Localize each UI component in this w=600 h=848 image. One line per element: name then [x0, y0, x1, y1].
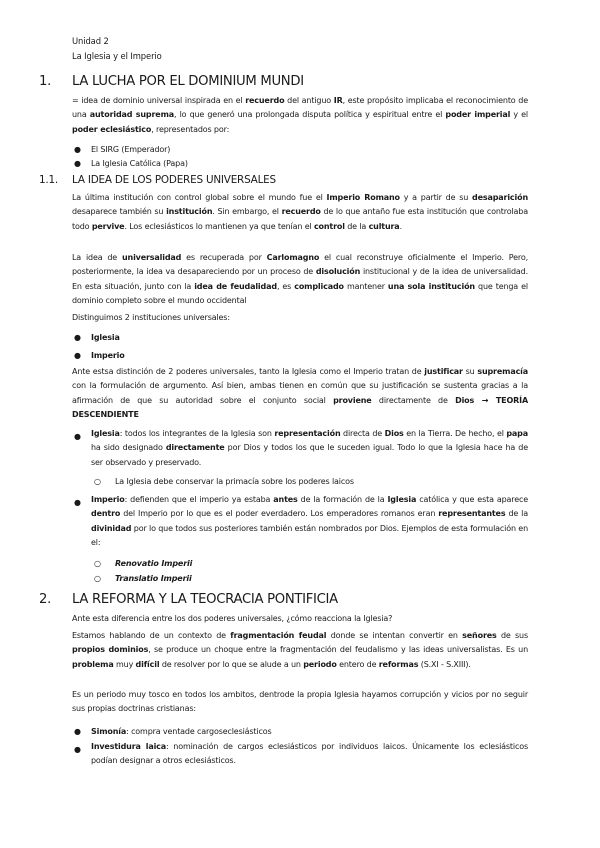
text-run: de resolver por lo que se alude a un: [159, 659, 304, 669]
text-run: fragmentación feudal: [230, 631, 327, 640]
bullet-icon: ●: [74, 432, 81, 441]
text-run: Carlomagno: [266, 253, 320, 262]
text-run: directamente de: [371, 395, 456, 405]
text-run: recuerdo: [245, 96, 285, 105]
paragraph: [72, 251, 528, 308]
text-run: divinidad: [91, 523, 132, 533]
text-run: representantes: [438, 509, 506, 519]
text-run: su: [462, 367, 478, 376]
text-run: idea de feudalidad: [194, 281, 277, 291]
section-number: 1.: [39, 74, 51, 89]
list-item: La Iglesia debe conservar la primacía sobre los poderes laicos: [115, 477, 354, 486]
text-run: IR: [333, 96, 343, 105]
text-run: institucional y de la idea de universalidad. En esta situación, junto con la: [72, 267, 528, 291]
paragraph: [72, 191, 528, 234]
text-run: desaparición: [472, 193, 529, 202]
text-run: es recuperada por: [181, 253, 267, 262]
text-run: disolución: [315, 267, 361, 277]
paragraph: [72, 365, 528, 422]
text-run: donde se intentan convertir en: [326, 631, 463, 640]
text-run: Investidura laica: [91, 742, 167, 751]
section-number: 1.1.: [39, 174, 59, 186]
section-1-heading: [39, 74, 304, 89]
text-run: de la formación de la: [297, 495, 388, 504]
bullet-icon: ●: [74, 145, 81, 154]
text-run: que tenga el dominio completo sobre el mundo occidental: [72, 281, 528, 305]
text-run: católica y que esta aparece: [416, 495, 529, 504]
text-run: universalidad: [121, 253, 182, 262]
text-run: de sus: [496, 631, 528, 640]
text-run: cultura: [368, 221, 400, 231]
sub-bullet-icon: ○: [94, 574, 101, 583]
paragraph: [72, 629, 528, 672]
paragraph: [91, 427, 528, 470]
text-run: recuerdo: [281, 207, 321, 217]
text-run: ha sido designado: [91, 443, 166, 453]
text-run: dentro: [91, 509, 121, 519]
list-item: Iglesia: [91, 333, 120, 342]
text-run: : todos los integrantes de la Iglesia son: [119, 429, 275, 438]
bullet-icon: ●: [74, 727, 81, 736]
text-run: difícil: [135, 659, 160, 669]
text-run: , se produce un choque entre la fragmentación del feudalismo y las ideas universalistas. Es un: [148, 645, 528, 655]
list-item: Imperio: [91, 351, 125, 360]
unit-subtitle: La Iglesia y el Imperio: [72, 51, 162, 61]
text-run: por Dios y todos los que le suceden igual. Todo lo que la Iglesia hace ha de ser observado y preservado.: [91, 443, 528, 467]
unit-label: Unidad 2: [72, 36, 109, 46]
text-run: de lo que antaño fue esta institución que controlaba todo: [72, 207, 528, 231]
text-run: Iglesia: [387, 495, 417, 504]
text-run: control: [313, 221, 345, 231]
text-run: representación: [274, 429, 341, 438]
text-run: reformas: [378, 659, 419, 669]
list-item: [91, 726, 272, 738]
text-run: propios dominios: [72, 645, 149, 655]
section-title: LA LUCHA POR EL DOMINIUM MUNDI: [72, 74, 304, 89]
list-item: Renovatio Imperii: [115, 559, 193, 568]
section-title: LA REFORMA Y LA TEOCRACIA PONTIFICIA: [72, 592, 338, 607]
text-run: del Imperio por lo que es el poder everdadero. Los emperadores romanos eran: [120, 509, 439, 519]
text-run: Imperio: [91, 495, 125, 504]
text-run: proviene: [333, 395, 372, 405]
text-run: periodo: [303, 659, 337, 669]
text-run: de la: [505, 509, 528, 519]
bullet-icon: ●: [74, 351, 81, 360]
text-run: supremacía: [477, 367, 529, 376]
text-run: : defienden que el imperio ya estaba: [124, 495, 274, 504]
text-run: Imperio Romano: [326, 193, 400, 202]
text-run: en la Tierra. De hecho, el: [403, 429, 507, 438]
text-run: (S.XI - S.XIII).: [418, 659, 471, 669]
paragraph: Es un periodo muy tosco en todos los ambitos, dentrode la propia Iglesia hayamos corrupción y vicios por no seguir sus propias doctrinas cristianas:: [72, 690, 528, 714]
text-run: pervive: [91, 221, 125, 231]
text-run: con la formulación de argumento. Así bien, ambas tienen en común que su justificación se sustenta gracias a la afirmación de que su autoridad sobre el conjunto social: [72, 381, 528, 405]
text-run: una sola institución: [387, 281, 475, 291]
text-run: muy: [113, 659, 136, 669]
list-item: Translatio Imperii: [115, 574, 192, 583]
text-run: justificar: [424, 367, 463, 376]
list-item: La Iglesia Católica (Papa): [91, 159, 188, 168]
section-number: 2.: [39, 592, 51, 607]
paragraph: Distinguimos 2 instituciones universales:: [72, 313, 230, 322]
text-run: : nominación de cargos eclesiásticos por individuos laicos. Únicamente los eclesiásticos podían designar a otros eclesiásticos.: [91, 742, 528, 766]
text-run: problema: [72, 659, 114, 669]
sub-bullet-icon: ○: [94, 559, 101, 568]
text-run: = idea de dominio universal inspirada en el: [72, 96, 246, 105]
text-run: . Los eclesiásticos lo mantienen ya que tenían el: [124, 221, 314, 231]
bullet-icon: ●: [74, 333, 81, 342]
text-run: Estamos hablando de un contexto de: [72, 631, 231, 640]
section-title: LA IDEA DE LOS PODERES UNIVERSALES: [72, 174, 276, 186]
text-run: , es: [276, 281, 295, 291]
text-run: . Sin embargo, el: [212, 207, 282, 217]
text-run: del antiguo: [284, 96, 334, 105]
text-run: Simonía: [91, 727, 127, 736]
text-run: por lo que todos sus posteriores también están nombrados por Dios. Ejemplos de esta formulación en el:: [91, 523, 528, 547]
text-run: papa: [506, 429, 529, 438]
text-run: , lo que generó una prolongada disputa política y espiritual entre el: [174, 110, 446, 120]
text-run: entero de: [336, 659, 379, 669]
text-run: Dios: [384, 429, 404, 438]
text-run: directa de: [340, 429, 385, 438]
text-run: de la: [344, 221, 369, 231]
text-run: mantener: [343, 281, 388, 291]
text-run: antes: [273, 495, 298, 504]
paragraph: [91, 493, 528, 550]
text-run: , este propósito implicaba el reconocimiento de una: [72, 96, 528, 120]
bullet-icon: ●: [74, 159, 81, 168]
text-run: y el: [510, 110, 528, 120]
text-run: directamente: [165, 443, 225, 453]
list-item: El SIRG (Emperador): [91, 145, 171, 154]
text-run: : compra ventade cargoseclesiásticos: [126, 727, 272, 736]
section-1-paragraph: [72, 94, 528, 137]
text-run: .: [399, 221, 402, 231]
text-run: y a partir de su: [399, 193, 472, 202]
text-run: poder imperial: [445, 110, 511, 120]
paragraph: [91, 740, 528, 769]
sub-bullet-icon: ○: [94, 477, 101, 486]
text-run: La última institución con control global sobre el mundo fue el: [72, 193, 327, 202]
text-run: señores: [462, 631, 497, 640]
text-run: Iglesia: [91, 429, 120, 438]
text-run: Dios → TEORÍA DESCENDIENTE: [72, 395, 528, 419]
bullet-icon: ●: [74, 498, 81, 507]
text-run: desaparece también su: [72, 207, 167, 217]
text-run: complicado: [294, 281, 344, 291]
text-run: La idea de: [72, 253, 122, 262]
text-run: , representados por:: [151, 124, 230, 134]
text-run: institución: [166, 207, 213, 217]
section-1-1-heading: [39, 174, 276, 186]
text-run: Ante estsa distinción de 2 poderes universales, tanto la Iglesia como el Imperio tratan de: [72, 367, 425, 376]
bullet-icon: ●: [74, 745, 81, 754]
paragraph: Ante esta diferencia entre los dos poderes universales, ¿cómo reacciona la Iglesia?: [72, 614, 393, 623]
text-run: poder eclesiástico: [72, 124, 152, 134]
text-run: el cual reconstruye oficialmente el Imperio. Pero, posteriormente, la idea va desapareciendo por un proceso de: [72, 253, 529, 277]
text-run: autoridad suprema: [89, 110, 175, 120]
section-2-heading: [39, 592, 338, 607]
